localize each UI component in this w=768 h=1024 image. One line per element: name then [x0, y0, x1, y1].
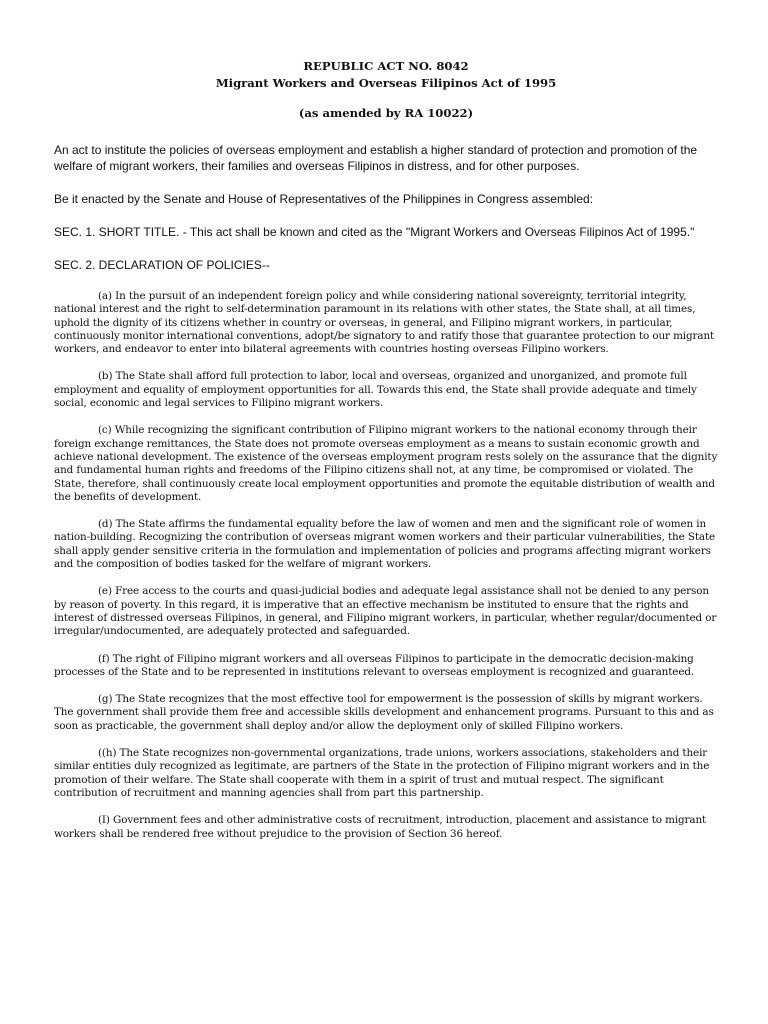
amendment-note: (as amended by RA 10022): [298, 106, 474, 120]
document-subtitle: Migrant Workers and Overseas Filipinos Act of 1995: [215, 76, 557, 90]
policy-a: (a) In the pursuit of an independent foreign policy and while considering national sovereignty, territorial integrity, national interest and the right to self-determination paramount in its relations with other states, the State shall, at all times, uphold the dignity of its citizens whether in country or overseas, in general, and Filipino migrant workers, in particular, continuously monitor international conventions, adopt/be signatory to and ratify those that guarantee protection to our migrant workers, and endeavor to enter into bilateral agreements with countries hosting overseas Filipino workers.: [54, 290, 715, 356]
policy-c: (c) While recognizing the significant contribution of Filipino migrant workers to the national economy through their foreign exchange remittances, the State does not promote overseas employment as a means to sustain economic growth and achieve national development. The existence of the overseas employment program rests solely on the assurance that the dignity and fundamental human rights and freedoms of the Filipino citizens shall not, at any time, be compromised or violated. The State, therefore, shall continuously create local employment opportunities and promote the equitable distribution of wealth and the benefits of development.: [54, 424, 718, 503]
enacting-clause: Be it enacted by the Senate and House of Representatives of the Philippines in Congress assembled:: [54, 192, 593, 206]
policy-e: (e) Free access to the courts and quasi-judicial bodies and adequate legal assistance shall not be denied to any person by reason of poverty. In this regard, it is imperative that an effective mechanism be instituted to ensure that the rights and interest of distressed overseas Filipinos, in general, and Filipino migrant workers, in particular, whether regular/documented or irregular/undocumented, are adequately protected and safeguarded.: [54, 585, 717, 638]
section-1-short-title: SEC. 1. SHORT TITLE. - This act shall be known and cited as the "Migrant Workers and Overseas Filipinos Act of 1995.": [54, 225, 695, 239]
policy-g: (g) The State recognizes that the most effective tool for empowerment is the possession of skills by migrant workers. The government shall provide them free and accessible skills development and enhancement programs. Pursuant to this and as soon as practicable, the government shall deploy and/or allow the deployment only of skilled Filipino workers.: [54, 693, 714, 732]
policy-d: (d) The State affirms the fundamental equality before the law of women and men and the significant role of women in nation-building. Recognizing the contribution of overseas migrant women workers and their particular vulnerabilities, the State shall apply gender sensitive criteria in the formulation and implementation of policies and programs affecting migrant workers and the composition of bodies tasked for the welfare of migrant workers.: [54, 518, 716, 571]
policy-f: (f) The right of Filipino migrant workers and all overseas Filipinos to participate in the democratic decision-making processes of the State and to be represented in institutions relevant to overseas employment is recognized and guaranteed.: [54, 652, 695, 678]
policy-b: (b) The State shall afford full protection to labor, local and overseas, organized and unorganized, and promote full employment and equality of employment opportunities for all. Towards this end, the State shall provide adequate and timely social, economic and legal services to Filipino migrant workers.: [54, 370, 697, 410]
policy-i: (I) Government fees and other administrative costs of recruitment, introduction, placement and assistance to migrant workers shall be rendered free without prejudice to the provision of Section 36 hereof.: [54, 814, 707, 840]
policy-h: ((h) The State recognizes non-governmental organizations, trade unions, workers associations, stakeholders and their similar entities duly recognized as legitimate, are partners of the State in the protection of Filipino migrant workers and in the promotion of their welfare. The State shall cooperate with them in a spirit of trust and mutual respect. The significant contribution of recruitment and manning agencies shall from part this partnership.: [54, 747, 710, 799]
section-2-heading: SEC. 2. DECLARATION OF POLICIES--: [54, 258, 270, 272]
document-title: REPUBLIC ACT NO. 8042: [303, 59, 469, 73]
intro-paragraph: An act to institute the policies of overseas employment and establish a higher standard of protection and promotion of the welfare of migrant workers, their families and overseas Filipinos in distress, and for other purposes.: [54, 143, 698, 173]
